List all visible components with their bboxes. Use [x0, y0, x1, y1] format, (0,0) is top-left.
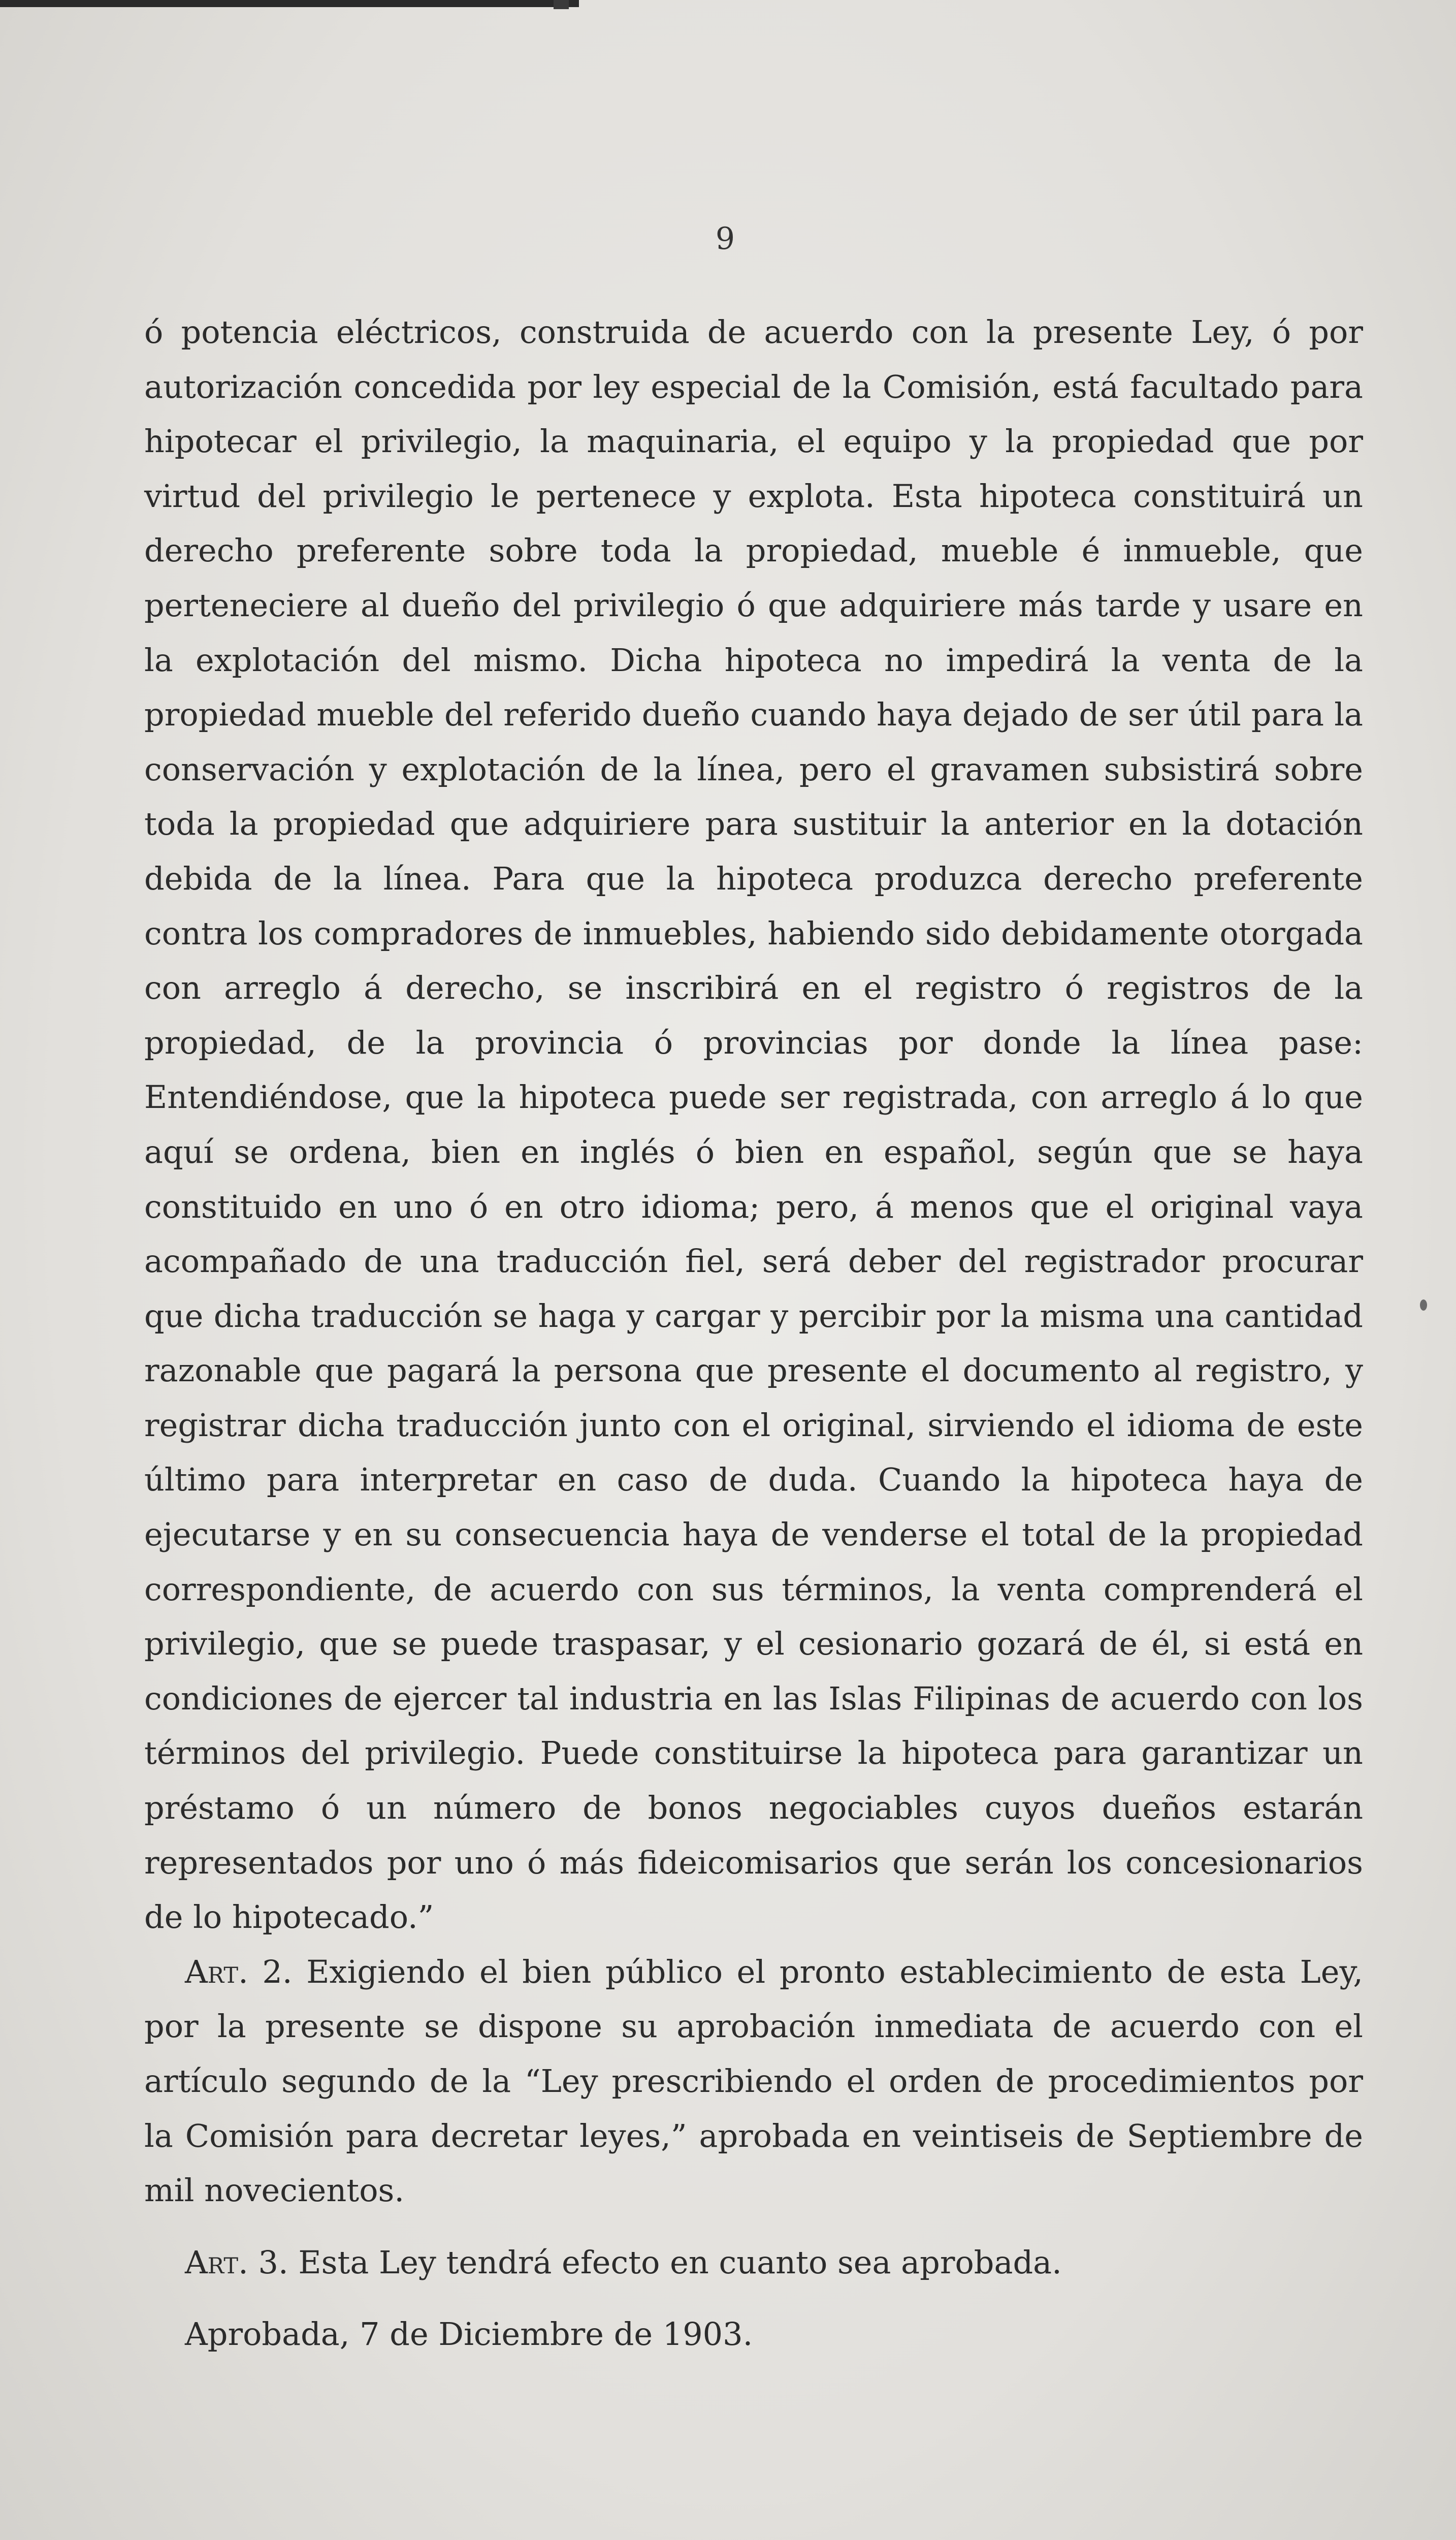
paragraph-text: Esta Ley tendrá efecto en cuanto sea aprobada.: [288, 2243, 1062, 2281]
paragraph-text: ó potencia eléctricos, construida de acuerdo con la presente Ley, ó por autorización concedida por ley especial de la Comisión, está facultado para hipotecar el privilegio, la maquinaria, el equipo y la propiedad que por virtud del privilegio le pertenece y explota. Esta hipoteca constituirá un derecho preferente sobre toda la propiedad, mueble é inmueble, que perteneciere al dueño del privilegio ó que adquiriere más tarde y usare en la explotación del mismo. Dicha hipoteca no impedirá la venta de la propiedad mueble del referido dueño cuando haya dejado de ser útil para la conservación y explotación de la línea, pero el gravamen subsistirá sobre toda la propiedad que adquiriere para sustituir la anterior en la dotación debida de la línea. Para que la hipoteca produzca derecho preferente contra los compradores de inmuebles, habiendo sido debidamente otorgada con arreglo á derecho, se inscribirá en el registro ó registros de la propiedad, de la provincia ó provincias por donde la línea pase: Entendiéndose, que la hipoteca puede ser registrada, con arreglo á lo que aquí se ordena, bien en inglés ó bien en español, según que se haya constituido en uno ó en otro idioma; pero, á menos que el original vaya acompañado de una traducción fiel, será deber del registrador procurar que dicha traducción se haga y cargar y percibir por la misma una cantidad razonable que pagará la persona que presente el documento al registro, y registrar dicha traducción junto con el original, sirviendo el idioma de este último para interpretar en caso de duda. Cuando la hipoteca haya de ejecutarse y en su consecuencia haya de venderse el total de la propiedad correspondiente, de acuerdo con sus términos, la venta comprenderá el privilegio, que se puede traspasar, y el cesionario gozará de él, si está en condiciones de ejercer tal industria en las Islas Filipinas de acuerdo con los términos del privilegio. Puede constituirse la hipoteca para garantizar un préstamo ó un número de bonos negociables cuyos dueños estarán representados por uno ó más fideicomisarios que serán los concesionarios de lo hipotecado.”: [144, 313, 1363, 1936]
paragraph-continuation: [144, 305, 1363, 1945]
paragraph-text: Exigiendo el bien público el pronto establecimiento de esta Ley, por la presente se dispone su aprobación inmediata de acuerdo con el artículo segundo de la “Ley prescribiendo el orden de procedimientos por la Comisión para decretar leyes,” aprobada en veintiseis de Septiembre de mil novecientos.: [144, 1953, 1364, 2209]
paragraph-text: Aprobada, 7 de Diciembre de 1903.: [185, 2315, 753, 2353]
approval-date: [144, 2307, 1363, 2362]
scan-speck: [1420, 1299, 1427, 1311]
paragraph-article-2: [144, 1945, 1363, 2218]
paragraph-article-3: [144, 2235, 1363, 2290]
scan-top-edge: [0, 0, 579, 7]
body-text: [144, 305, 1363, 2362]
article-label: Art. 2.: [185, 1953, 293, 1990]
article-label: Art. 3.: [185, 2243, 288, 2281]
page-number: 9: [715, 221, 735, 257]
